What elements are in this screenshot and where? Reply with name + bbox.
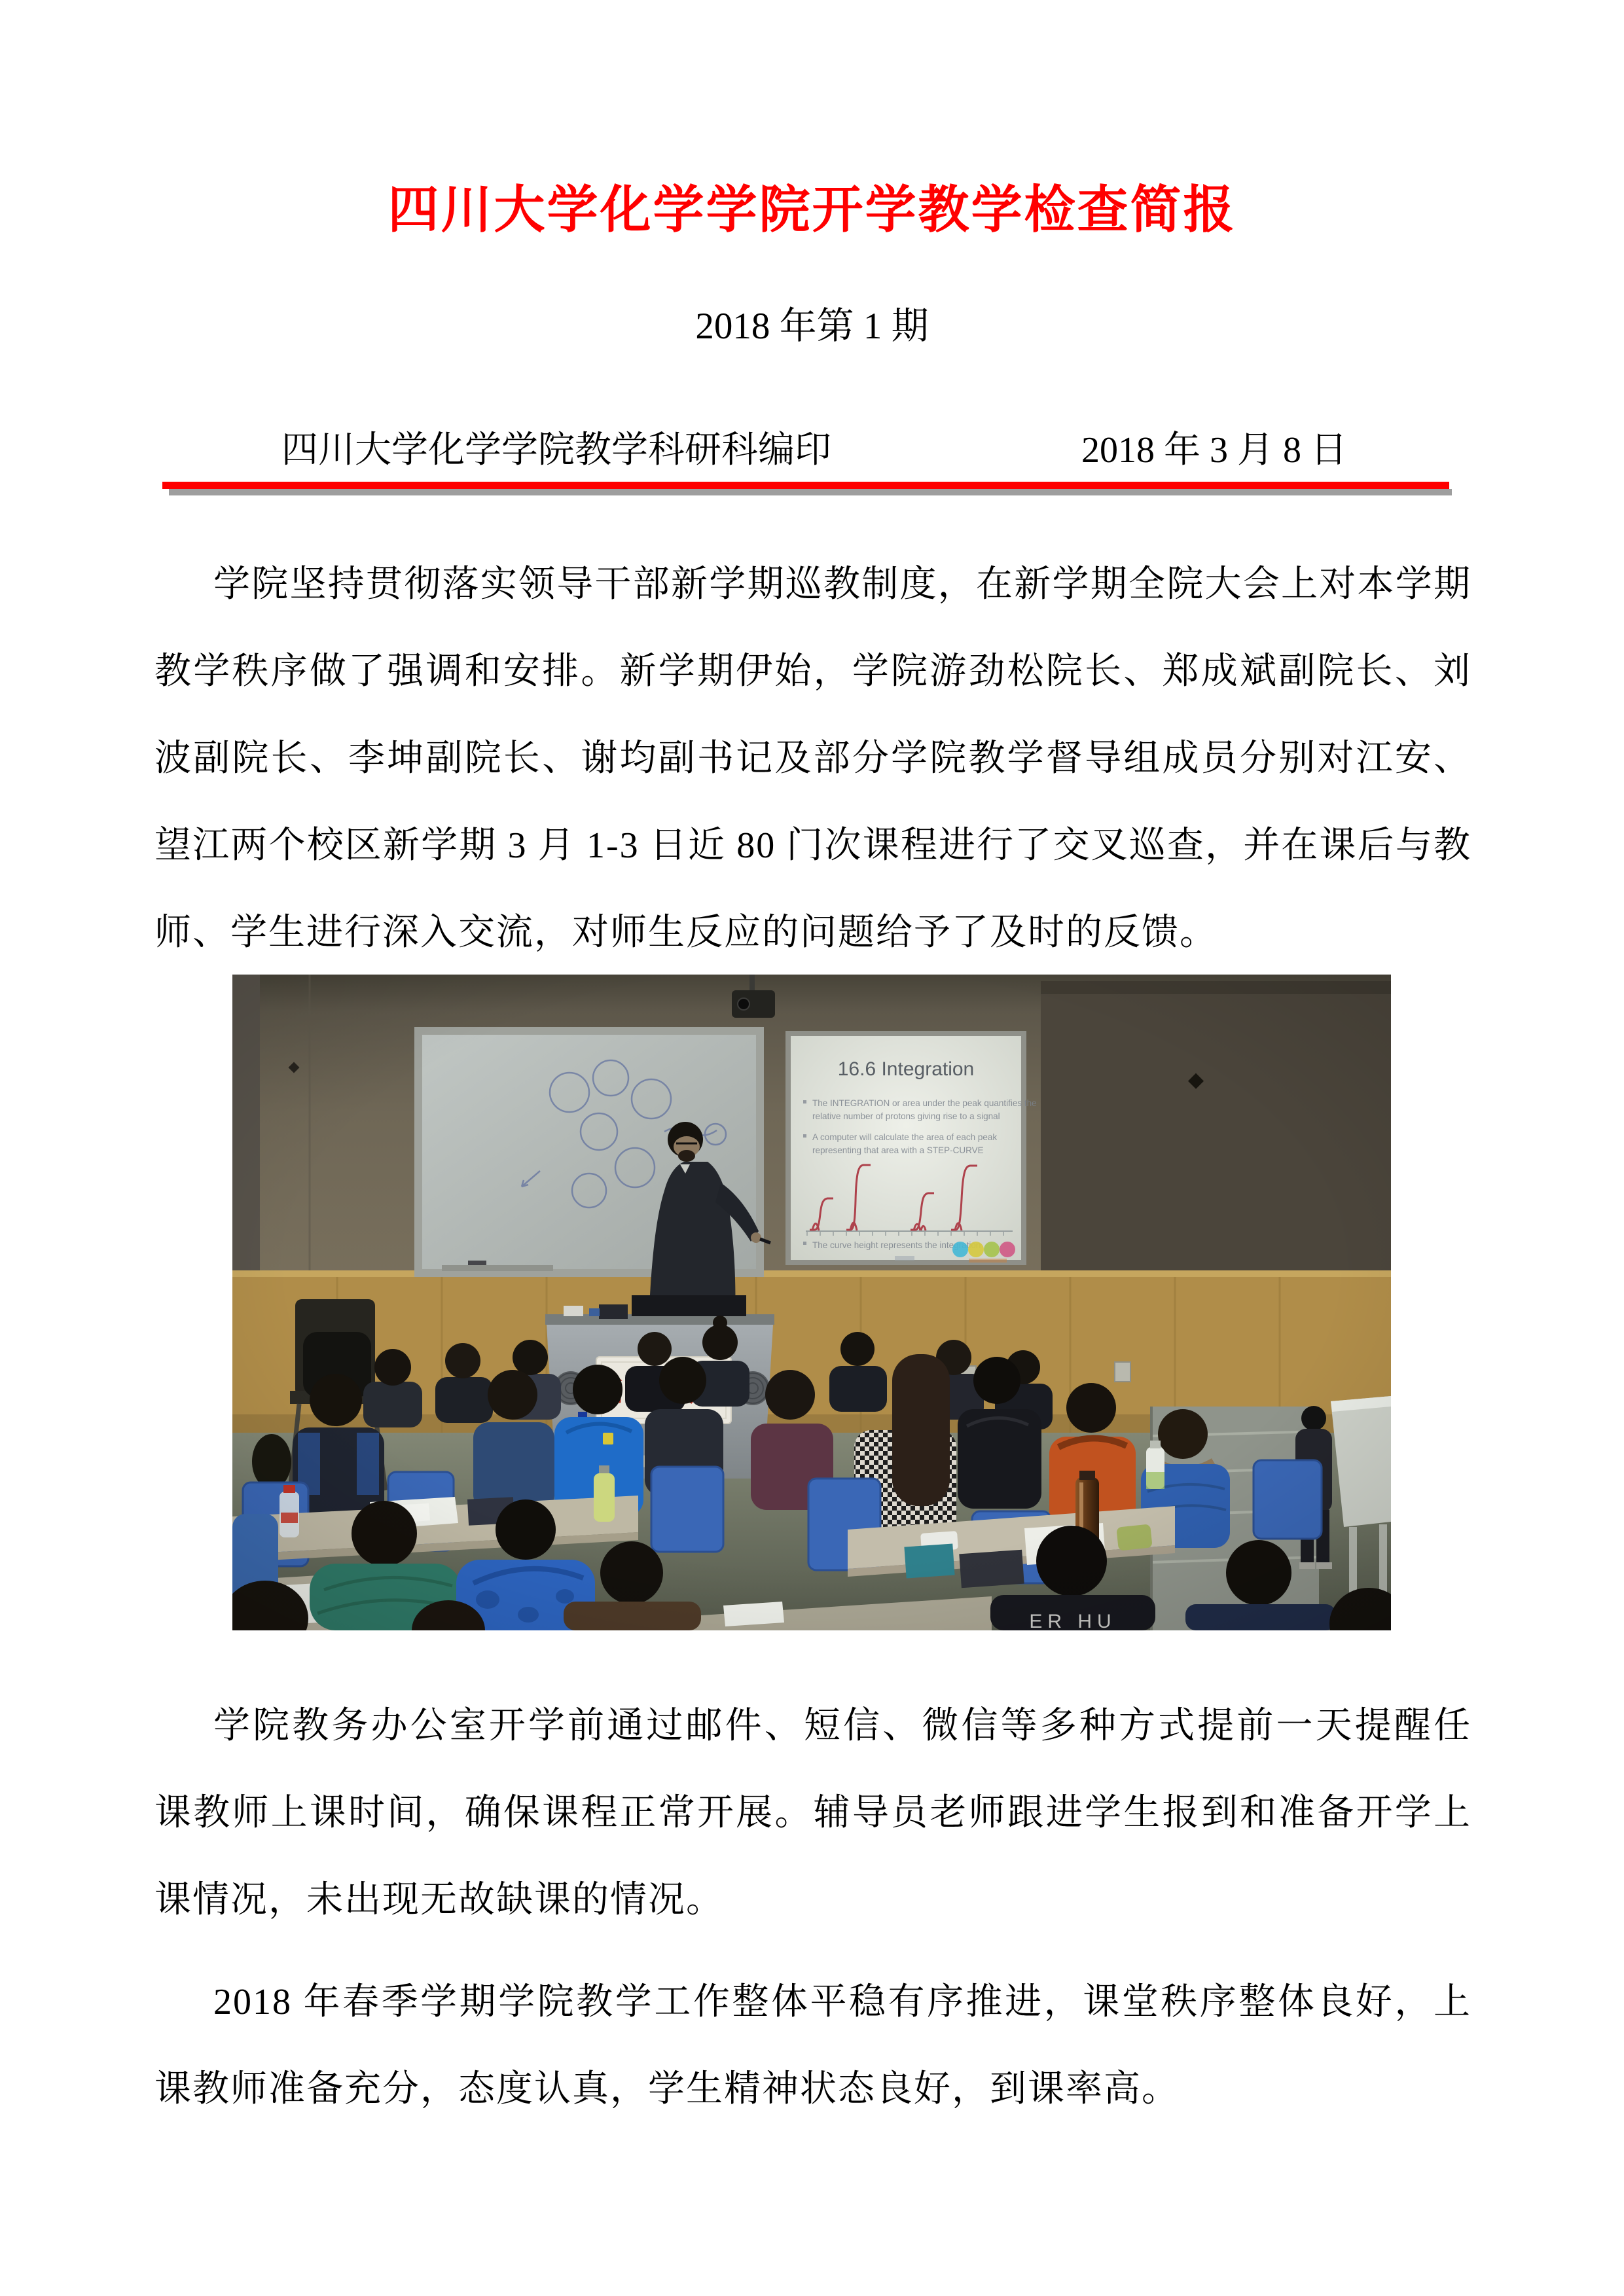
header-rule-shadow [169,489,1452,495]
text-line: 2018 年春季学期学院教学工作整体平稳有序推进，课堂秩序整体良好，上 [213,1982,1471,2022]
issue-number: 2018 年第 1 期 [695,306,929,347]
text-line: 课教师上课时间，确保课程正常开展。辅导员老师跟进学生报到和准备开学上 [154,1793,1471,1833]
body-paragraph-1 [154,541,1471,977]
text-line: 望江两个校区新学期 3 月 1-3 日近 80 门次课程进行了交叉巡查，并在课后与教 [154,825,1471,866]
text-line: 学院教务办公室开学前通过邮件、短信、微信等多种方式提前一天提醒任 [213,1706,1471,1746]
text-line: 课教师准备充分，态度认真，学生精神状态良好，到课率高。 [154,2069,1180,2109]
photo-vignette [232,975,1391,1630]
body-paragraph-3 [154,1959,1471,2133]
publisher-line: 四川大学化学学院教学科研科编印 [281,430,831,471]
text-line: 波副院长、李坤副院长、谢均副书记及部分学院教学督导组成员分别对江安、 [154,738,1471,779]
issue-date: 2018 年 3 月 8 日 [1081,430,1347,471]
body-paragraph-2 [154,1683,1471,1944]
text-line: 课情况，未出现无故缺课的情况。 [154,1880,724,1920]
text-line: 学院坚持贯彻落实领导干部新学期巡教制度，在新学期全院大会上对本学期 [213,564,1471,605]
doc-title: 四川大学化学学院开学教学检查简报 [388,181,1236,238]
text-line: 师、学生进行深入交流，对师生反应的问题给予了及时的反馈。 [154,912,1218,953]
classroom-photo [232,975,1391,1630]
classroom-photo-art [232,975,1391,1630]
text-line: 教学秩序做了强调和安排。新学期伊始，学院游劲松院长、郑成斌副院长、刘 [154,651,1471,692]
header-rule [162,482,1449,489]
